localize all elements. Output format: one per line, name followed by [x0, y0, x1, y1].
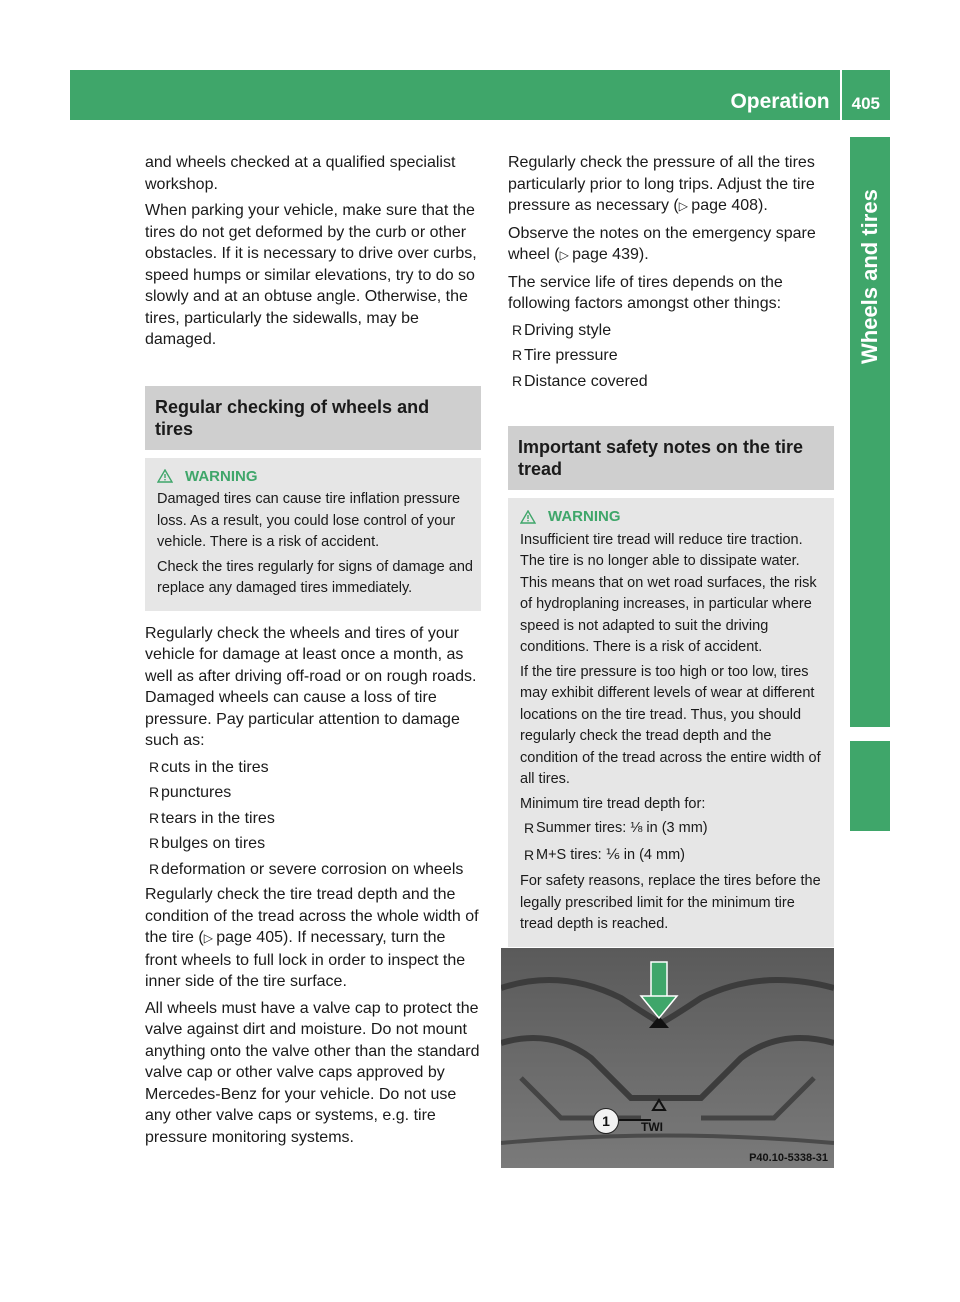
- page-ref-arrow-icon: ▷: [678, 199, 692, 213]
- page-ref-arrow-icon: ▷: [203, 931, 217, 945]
- factor-list: [508, 320, 834, 393]
- list-item: R cuts in the tires: [145, 757, 481, 779]
- warning-title: [157, 466, 473, 488]
- side-marker: [850, 741, 890, 831]
- warning-text: If the tire pressure is too high or too low, tires may exhibit different levels of wear at different locations on the tire tread. Thus, you should regularly check the tread depth and the condition of the tread across the entire width of all tires.: [520, 663, 821, 787]
- list-item: R Distance covered: [508, 371, 834, 393]
- twi-label: TWI: [641, 1120, 663, 1134]
- warning-label: WARNING: [185, 467, 258, 485]
- paragraph: Regularly check the pressure of all the tires particularly prior to long trips. Adjust the tire pressure as necessary (▷ page 408).: [508, 154, 815, 214]
- left-column: [145, 152, 481, 1153]
- page-ref-link[interactable]: page 405: [216, 929, 283, 946]
- warning-triangle-icon: [520, 510, 536, 524]
- paragraph: The service life of tires depends on the following factors amongst other things:: [508, 273, 783, 312]
- list-item: R Tire pressure: [508, 345, 834, 367]
- page-ref-arrow-icon: ▷: [559, 248, 573, 262]
- warning-text: Insufficient tire tread will reduce tire traction. The tire is no longer able to dissipate water. This means that on wet road surfaces, the risk of hydroplaning increases, in particular where speed is not adapted to suit the driving conditions. There is a risk of accident.: [520, 531, 817, 655]
- paragraph: Regularly check the tire tread depth and the condition of the tread across the whole width of the tire (▷ page 405). If necessary, turn the front wheels to full lock in order to inspect the inner side of the tire surface.: [145, 886, 479, 990]
- paragraph: Regularly check the wheels and tires of your vehicle for damage at least once a month, as well as after driving off-road or on rough roads. Damaged wheels can cause a loss of tire pressure. Pay particular attention to damage such as:: [145, 624, 477, 749]
- list-item: R M+S tires: ⅙ in (4 mm): [520, 845, 826, 867]
- warning-text: Minimum tire tread depth for:: [520, 795, 706, 812]
- list-item: R Summer tires: ⅛ in (3 mm): [520, 818, 826, 840]
- list-item: R deformation or severe corrosion on wheels: [145, 859, 481, 881]
- figure-caption: P40.10-5338-31: [749, 1152, 828, 1164]
- header-bar: [70, 70, 890, 120]
- list-item: R tears in the tires: [145, 808, 481, 830]
- page-ref-link[interactable]: page 408: [691, 197, 759, 214]
- side-tab-label: Wheels and tires: [857, 189, 882, 364]
- tire-tread-figure: [501, 948, 834, 1168]
- paragraph: When parking your vehicle, make sure that the tires do not get deformed by the curb or other obstacles. If it is necessary to drive over curbs, speed humps or similar elevations, try to do so slowly and at an obtuse angle. Otherwise, the tires, particularly the sidewalls, may be damaged.: [145, 202, 477, 348]
- tire-tread-illustration: [501, 948, 834, 1168]
- page-number: 405: [851, 94, 880, 113]
- section-heading: Regular checking of wheels and tires: [145, 386, 481, 450]
- list-item: R bulges on tires: [145, 833, 481, 855]
- callout-marker: 1: [593, 1108, 619, 1134]
- tread-depth-list: [520, 818, 826, 866]
- page-ref-link[interactable]: page 439: [572, 246, 639, 263]
- warning-box: [145, 458, 481, 611]
- warning-title: [520, 506, 826, 528]
- section-heading: Important safety notes on the tire tread: [508, 426, 834, 490]
- warning-text: Check the tires regularly for signs of damage and replace any damaged tires immediately.: [157, 558, 473, 596]
- paragraph: Observe the notes on the emergency spare wheel (▷ page 439).: [508, 224, 816, 263]
- paragraph: All wheels must have a valve cap to protect the valve against dirt and moisture. Do not mount anything onto the valve other than the standard valve cap or other valve caps approved by Mercedes-Benz for your vehicle. Do not use any other valve caps or systems, e.g. tire pressure monitoring systems.: [145, 999, 480, 1146]
- warning-triangle-icon: [157, 469, 173, 483]
- list-item: R Driving style: [508, 320, 834, 342]
- warning-text: For safety reasons, replace the tires before the legally prescribed limit for the minimum tire tread depth is reached.: [520, 873, 821, 932]
- right-column: [508, 152, 834, 947]
- section-title: Operation: [730, 90, 830, 113]
- damage-list: [145, 757, 481, 881]
- paragraph: and wheels checked at a qualified specialist workshop.: [145, 154, 456, 193]
- list-item: R punctures: [145, 782, 481, 804]
- warning-box: [508, 498, 834, 947]
- warning-label: WARNING: [548, 508, 621, 525]
- warning-text: Damaged tires can cause tire inflation pressure loss. As a result, you could lose control of your vehicle. There is a risk of accident.: [157, 491, 461, 550]
- side-tab-label-wrap: [849, 137, 891, 727]
